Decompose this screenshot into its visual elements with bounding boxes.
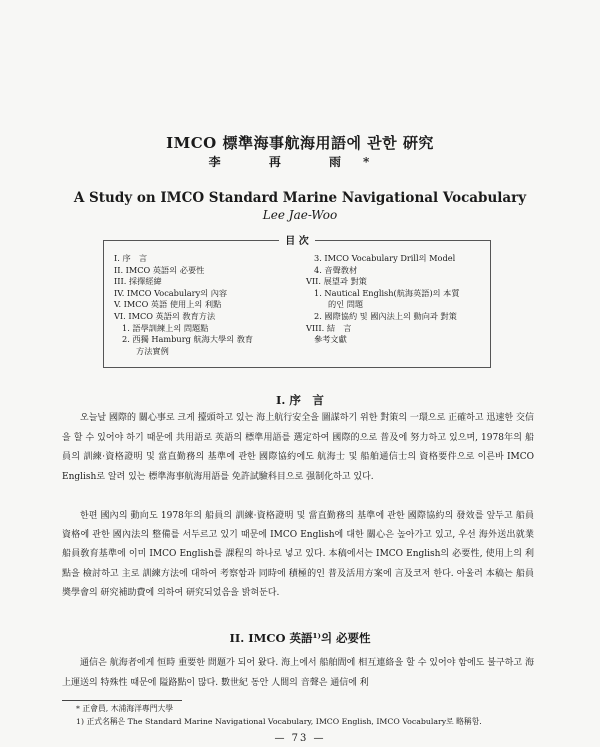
toc-left-column: [114, 253, 304, 357]
author-name-korean: 李 再 雨*: [208, 155, 392, 169]
body-paragraph: 通信은 航海者에게 恒時 重要한 問題가 되어 왔다. 海上에서 船舶間에 相互連絡을 할 수 있어야 함에도 불구하고 海上運送의 特殊性 때문에 隘路點이 많다. 數世紀 동안 人間의 音聲은 通信에 利: [62, 658, 534, 688]
paper-title-english: A Study on IMCO Standard Marine Navigational Vocabulary: [73, 190, 527, 206]
toc-subitem: 3. IMCO Vocabulary Drill의 Model: [314, 253, 456, 263]
toc-item: VIII. 結 言: [306, 322, 352, 333]
toc-heading: 目 次: [279, 236, 314, 247]
section-heading-necessity: II. IMCO 英語¹⁾의 必要性: [229, 631, 371, 645]
table-of-contents: [103, 236, 491, 368]
toc-right-column: [306, 253, 488, 346]
toc-subitem: 參考文獻: [314, 334, 347, 345]
section-heading-introduction: I. 序 言: [276, 393, 324, 407]
toc-item: VI. IMCO 英語의 敎育方法: [114, 310, 216, 321]
toc-item: III. 採擇經緯: [114, 276, 162, 287]
toc-item: V. IMCO 英語 使用上의 利點: [114, 299, 222, 310]
body-paragraph: 오늘날 國際的 關心事로 크게 擡頭하고 있는 海上航行安全을 圖謀하기 위한 對策의 一環으로 正確하고 迅速한 交信을 할 수 있어야 하기 때문에 共用語로 英語의 標準用語를 選定하여 國際的으로 普及에 努力하고 있으며, 1978年의 船員의 訓練·資格證明 및 當直勤務의 基準에 관한 國際協約에도 航海士 및 船舶通信士의 資格要件으로 이른바 IMCO English로 알려 있는 標準海事航海用語를 免許試驗科目으로 强制化하고 있다.: [62, 413, 534, 482]
toc-item: VII. 展望과 對策: [306, 276, 367, 287]
toc-subitem: 1. 語學訓練上의 問題點: [122, 322, 209, 333]
footnote-1: 1) 正式名稱은 The Standard Marine Navigational Vocabulary, IMCO English, IMCO Vocabulary로 略稱함.: [76, 717, 482, 726]
toc-item: II. IMCO 英語의 必要性: [114, 264, 205, 275]
paper-title-korean: IMCO 標準海事航海用語에 관한 硏究: [166, 134, 434, 152]
toc-item: I. 序 言: [114, 253, 148, 263]
toc-subitem-continued: 方法實例: [136, 345, 169, 356]
toc-subitem: 2. 國際協約 및 國內法上의 動向과 對策: [314, 310, 457, 321]
footnote-divider: [62, 700, 182, 701]
footnote-affiliation: * 正會員, 木浦海洋專門大學: [76, 704, 174, 713]
author-name-english: Lee Jae-Woo: [262, 208, 338, 222]
page-number: — 73 —: [274, 733, 326, 744]
toc-subitem: 2. 西獨 Hamburg 航海大學의 敎育: [122, 334, 254, 345]
toc-item: IV. IMCO Vocabulary의 內容: [114, 287, 228, 298]
toc-subitem-continued: 的인 問題: [328, 299, 364, 310]
toc-subitem: 4. 音聲敎材: [314, 264, 358, 275]
toc-subitem: 1. Nautical English(航海英語)의 本質: [314, 287, 460, 298]
body-paragraph: 한편 國內의 動向도 1978年의 船員의 訓練·資格證明 및 當直勤務의 基準에 관한 國際協約의 發效를 앞두고 船員資格에 관한 國內法의 整備를 서두르고 있기 때문에 IMCO English에 대한 關心은 높아가고 있고, 우선 海外送出就業 船員敎育基準에 이미 IMCO English를 課程의 하나로 넣고 있다. 本稿에서는 IMCO English의 必要性, 使用上의 利點을 檢討하고 主로 訓練方法에 대하여 考察함과 同時에 積極的인 普及活用方案에 言及코저 한다. 아울러 本稿는 船員奬學會의 研究補助費에 의하여 研究되었음을 밝혀둔다.: [62, 511, 534, 598]
